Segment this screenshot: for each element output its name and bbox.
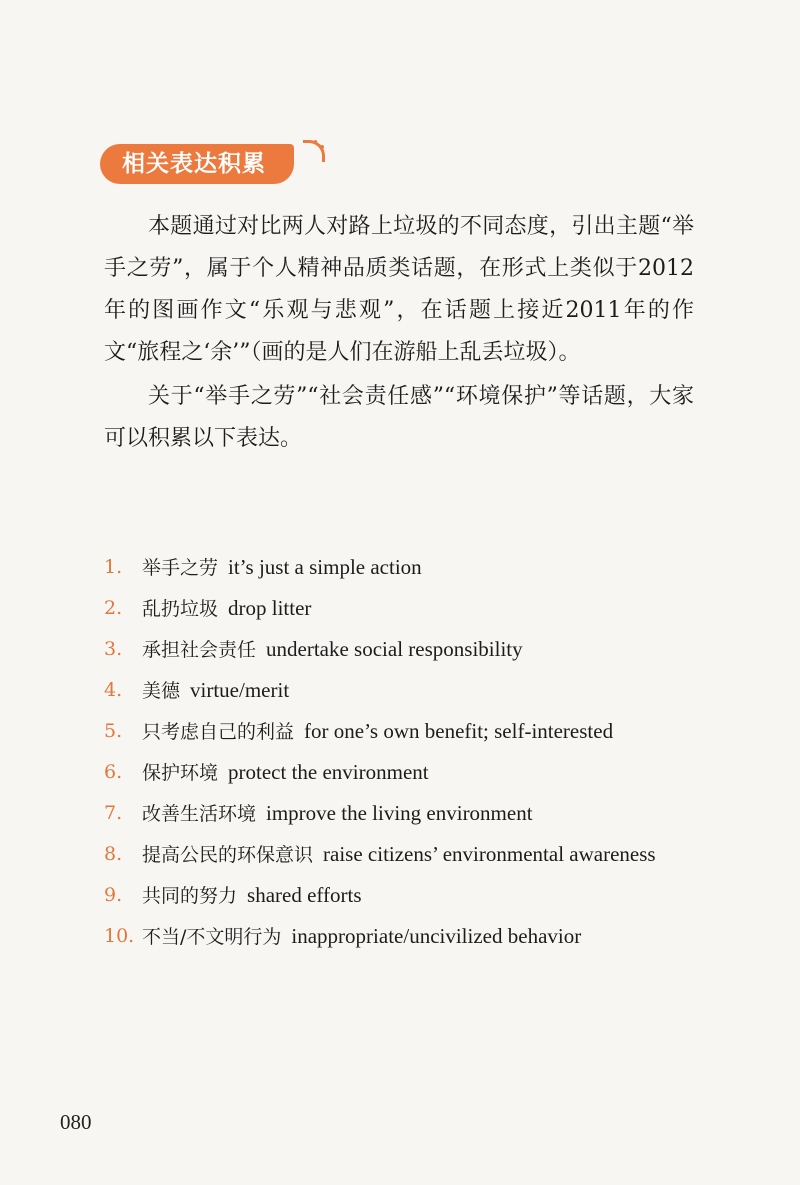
section-title: 相关表达积累 — [100, 144, 294, 184]
vocab-number: 2. — [104, 597, 123, 619]
section-heading — [100, 140, 330, 190]
vocab-chinese: 美德 — [142, 680, 181, 702]
vocab-item — [104, 711, 704, 752]
intro-paragraph-1: 本题通过对比两人对路上垃圾的不同态度，引出主题“举手之劳”，属于个人精神品质类话题，在形式上类似于2012年的图画作文“乐观与悲观”，在话题上接近2011年的作文“旅程之‘余’”（画的是人们在游船上乱丢垃圾）。 — [104, 214, 694, 365]
vocab-chinese: 承担社会责任 — [142, 639, 257, 661]
vocab-item — [104, 588, 704, 629]
vocab-number: 9. — [104, 884, 123, 906]
intro-text — [104, 206, 694, 462]
vocab-item — [104, 670, 704, 711]
vocab-english: virtue/merit — [190, 678, 290, 702]
vocab-number: 3. — [104, 638, 123, 660]
vocab-item — [104, 916, 704, 957]
vocab-english: protect the environment — [228, 760, 429, 784]
vocab-chinese: 只考虑自己的利益 — [142, 721, 295, 743]
vocab-chinese: 共同的努力 — [142, 885, 238, 907]
vocab-item — [104, 875, 704, 916]
vocab-english: raise citizens’ environmental awareness — [323, 842, 656, 866]
vocab-english: it’s just a simple action — [228, 555, 422, 579]
vocab-item — [104, 793, 704, 834]
vocab-number: 1. — [104, 556, 123, 578]
vocab-number: 5. — [104, 720, 123, 742]
vocab-item — [104, 629, 704, 670]
vocab-english: drop litter — [228, 596, 312, 620]
vocab-number: 8. — [104, 843, 123, 865]
heading-dot-icon — [320, 145, 324, 149]
vocab-english: for one’s own benefit; self-interested — [304, 719, 614, 743]
vocab-item — [104, 752, 704, 793]
heading-swirl-icon — [303, 140, 325, 162]
vocab-number: 6. — [104, 761, 123, 783]
vocab-list — [104, 547, 704, 957]
vocab-chinese: 乱扔垃圾 — [142, 598, 219, 620]
vocab-english: inappropriate/uncivilized behavior — [291, 924, 582, 948]
page-number: 080 — [60, 1110, 92, 1134]
vocab-item — [104, 834, 704, 875]
intro-paragraph-2: 关于“举手之劳”“社会责任感”“环境保护”等话题，大家可以积累以下表达。 — [104, 384, 694, 451]
vocab-chinese: 提高公民的环保意识 — [142, 844, 314, 866]
vocab-english: shared efforts — [247, 883, 362, 907]
vocab-chinese: 不当/不文明行为 — [142, 926, 282, 948]
vocab-english: improve the living environment — [266, 801, 533, 825]
heading-dot-icon — [314, 140, 317, 143]
vocab-english: undertake social responsibility — [266, 637, 523, 661]
vocab-chinese: 保护环境 — [142, 762, 219, 784]
vocab-chinese: 举手之劳 — [142, 557, 219, 579]
vocab-number: 10. — [104, 925, 135, 947]
vocab-chinese: 改善生活环境 — [142, 803, 257, 825]
vocab-number: 7. — [104, 802, 123, 824]
vocab-number: 4. — [104, 679, 123, 701]
vocab-item — [104, 547, 704, 588]
